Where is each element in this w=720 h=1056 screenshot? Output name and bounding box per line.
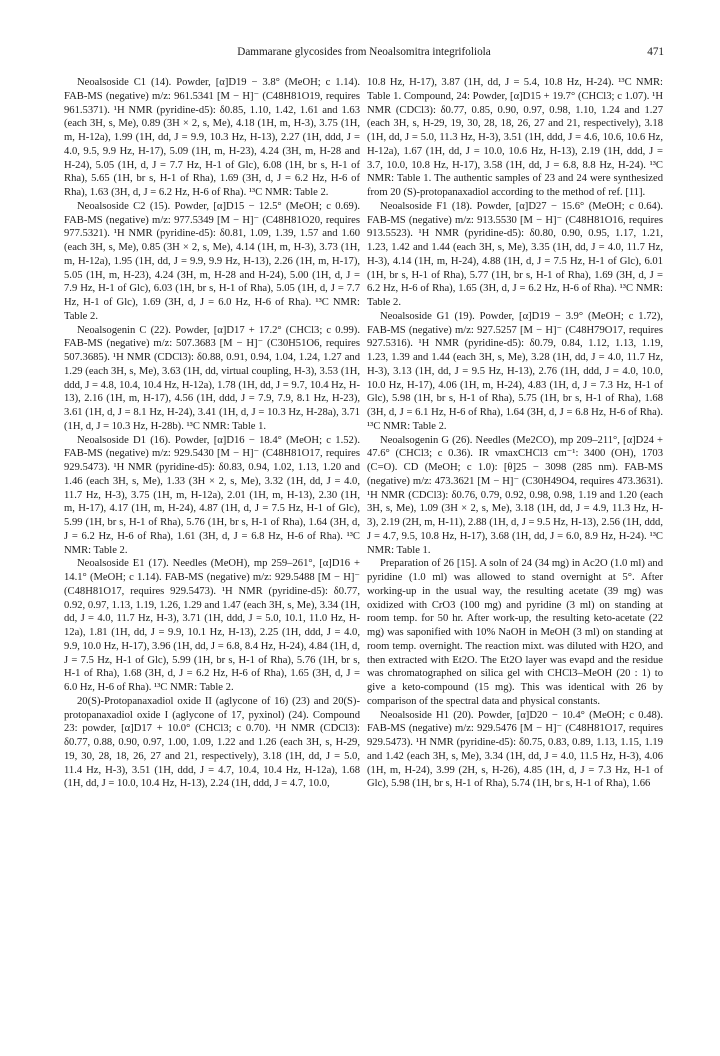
paragraph: Neoalsoside C1 (14). Powder, [α]D19 − 3.8° (MeOH; c 1.14). FAB-MS (negative) m/z: 961.5341 [M − H]⁻ (C48H81O19, requires 961.5371). ¹H NMR (pyridine-d5): δ0.85, 1.10, 1.42, 1.61 and 1.63 (each 3H, s, Me), 0.89 (3H × 2, s, Me), 4.18 (1H, m, H-3), 3.75 (1H, m, H-12a), 1.99 (1H, dd, J = 9.9, 10.3 Hz, H-13), 2.27 (1H, ddd, J = 4.0, 9.5, 9.9 Hz, H-17), 5.09 (1H, m, H-23), 4.24 (3H, m, H-28 and H-24), 5.05 (1H, d, J = 7.7 Hz, H-1 of Glc), 6.08 (1H, br s, H-1 of Rha), 5.65 (1H, br s, H-1 of Rha), 1.69 (3H, d, J = 6.2 Hz, H-6 of Rha), 1.63 (3H, d, J = 6.2 Hz, H-6 of Rha). ¹³C NMR: Table 2. [64,77,360,198]
paragraph: Neoalsoside D1 (16). Powder, [α]D16 − 18.4° (MeOH; c 1.52). FAB-MS (negative) m/z: 929.5430 [M − H]⁻ (C48H81O17, requires 929.5473). ¹H NMR (pyridine-d5): δ0.83, 0.94, 1.02, 1.13, 1.20 and 1.46 (each 3H, s, Me), 1.33 (3H × 2, s, Me), 3.32 (1H, dd, J = 4.0, 11.7 Hz, H-3), 3.75 (1H, m, H-12a), 2.01 (1H, m, H-13), 2.30 (1H, m, H-17), 4.17 (1H, m, H-24), 4.87 (1H, d, J = 7.5 Hz, H-1 of Glc), 5.99 (1H, br s, H-1 of Rha), 5.76 (1H, br s, H-1 of Rha), 1.64 (3H, d, J = 6.2 Hz, H-6 of Rha), 1.61 (3H, d, J = 6.8 Hz, H-6 of Rha). ¹³C NMR: Table 2. [64,434,360,556]
page-number: 471 [647,46,664,58]
paragraph: Neoalsoside E1 (17). Needles (MeOH), mp 259–261°, [α]D16 + 14.1° (MeOH; c 1.14). FAB-MS (negative) m/z: 929.5488 [M − H]⁻ (C48H81O17, requires 929.5473). ¹H NMR (pyridine-d5): δ0.77, 0.92, 0.97, 1.13, 1.19, 1.26, 1.29 and 1.47 (each 3H, s, Me), 3.34 (1H, dd, J = 4.0, 11.7 Hz, H-3), 3.71 (1H, ddd, J = 5.0, 10.1, 11.0 Hz, H-12a), 1.81 (1H, dd, J = 9.9, 10.1 Hz, H-13), 2.25 (1H, ddd, J = 4.0, 9.9, 10.0 Hz, H-17), 3.96 (1H, dd, J = 6.8, 8.4 Hz, H-24), 4.84 (1H, d, J = 7.5 Hz, H-1 of Glc), 5.99 (1H, br s, H-1 of Rha), 5.76 (1H, br s, H-1 of Rha), 1.68 (3H, d, J = 6.2 Hz, H-6 of Rha), 1.65 (3H, d, J = 6.0 Hz, H-6 of Rha). ¹³C NMR: Table 2. [64,558,360,693]
paragraph: Neoalsoside F1 (18). Powder, [α]D27 − 15.6° (MeOH; c 0.64). FAB-MS (negative) m/z: 913.5530 [M − H]⁻ (C48H81O16, requires 913.5523). ¹H NMR (pyridine-d5): δ0.80, 0.90, 0.95, 1.17, 1.21, 1.23, 1.42 and 1.44 (each 3H, s, Me), 3.35 (1H, dd, J = 4.0, 11.7 Hz, H-3), 4.14 (1H, m, H-24), 4.88 (1H, d, J = 7.5 Hz, H-1 of Glc), 6.01 (1H, br s, H-1 of Rha), 5.77 (1H, br s, H-1 of Rha), 1.69 (3H, d, J = 6.2 Hz, H-6 of Rha), 1.65 (3H, d, J = 6.2 Hz, H-6 of Rha). ¹³C NMR: Table 2. [367,200,663,308]
paragraph: Neoalsoside G1 (19). Powder, [α]D19 − 3.9° (MeOH; c 1.72), FAB-MS (negative) m/z: 927.5257 [M − H]⁻ (C48H79O17, requires 927.5316). ¹H NMR (pyridine-d5): δ0.79, 0.84, 1.12, 1.13, 1.19, 1.23, 1.39 and 1.44 (each 3H, s, Me), 3.28 (1H, dd, J = 4.0, 11.7 Hz, H-3), 3.13 (1H, dd, J = 9.5 Hz, H-13), 2.76 (1H, ddd, J = 4.0, 10.0, 10.0 Hz, H-17), 4.06 (1H, m, H-24), 4.83 (1H, d, J = 7.3 Hz, H-1 of Glc), 5.98 (1H, br s, H-1 of Rha), 5.75 (1H, br s, H-1 of Rha), 1.68 (3H, d, J = 6.1 Hz, H-6 of Rha), 1.64 (3H, d, J = 6.8 Hz, H-6 of Rha). ¹³C NMR: Table 2. [367,310,663,432]
paragraph: Neoalsoside C2 (15). Powder, [α]D15 − 12.5° (MeOH; c 0.69). FAB-MS (negative) m/z: 977.5349 [M − H]⁻ (C48H81O20, requires 977.5321). ¹H NMR (pyridine-d5): δ0.81, 1.09, 1.39, 1.57 and 1.60 (each 3H, s, Me), 0.85 (3H × 2, s, Me), 4.14 (1H, m, H-3), 3.73 (1H, m, H-12a), 1.95 (1H, dd, J = 9.9, 9.9 Hz, H-13), 2.26 (1H, m, H-17), 5.05 (1H, m, H-23), 4.24 (3H, m, H-28 and H-24), 5.00 (1H, d, J = 7.9 Hz, H-1 of Glc), 6.03 (1H, br s, H-1 of Rha), 5.05 (1H, d, J = 7.7 Hz, H-1 of Glc), 1.69 (3H, d, J = 6.0 Hz, H-6 of Rha). ¹³C NMR: Table 2. [64,200,360,322]
left-column [64,76,360,791]
paragraph: Neoalsoside H1 (20). Powder, [α]D20 − 10.4° (MeOH; c 0.48). FAB-MS (negative) m/z: 929.5476 [M − H]⁻ (C48H81O17, requires 929.5473). ¹H NMR (pyridine-d5): δ0.75, 0.83, 0.89, 1.13, 1.15, 1.19 and 1.42 (each 3H, s, Me), 3.34 (1H, dd, J = 4.0, 11.5 Hz, H-3), 4.06 (1H, m, H-24), 3.99 (2H, s, H-26), 4.85 (1H, d, J = 7.3 Hz, H-1 of Glc), 5.98 (1H, br s, H-1 of Rha), 5.74 (1H, br s, H-1 of Rha), 1.66 [367,709,663,790]
running-header [64,46,664,62]
running-title: Dammarane glycosides from Neoalsomitra integrifoliola [237,46,491,58]
paragraph: Preparation of 26 [15]. A soln of 24 (34 mg) in Ac2O (1.0 ml) and pyridine (1.0 ml) was allowed to stand overnight at 5°. After working-up in the usual way, the resulting acetate (39 mg) was oxidized with CrO3 (100 mg) and pyridine (3 ml) on standing at room temp. for 50 hr. After work-up, the resulting keto-acetate (22 mg) was saponified with 10% NaOH in MeOH (3 ml) on standing at room temp. overnight. The reaction mixt. was diluted with H2O, and then extracted with Et2O. The Et2O layer was evapd and the residue was chromatographed on silica gel with CHCl3–MeOH (20 : 1) to give a keto-compound (15 mg). This was identical with 26 by comparison of the spectral data and physical constants. [367,558,663,707]
paragraph-continued: 10.8 Hz, H-17), 3.87 (1H, dd, J = 5.4, 10.8 Hz, H-24). ¹³C NMR: Table 1. Compound, 24: Powder, [α]D15 + 19.7° (CHCl3; c 1.07). ¹H NMR (CDCl3): δ0.77, 0.85, 0.90, 0.97, 0.98, 1.10, 1.24 and 1.27 (each 3H, s, H-29, 19, 30, 28, 18, 26, 27 and 21, respectively), 3.18 (1H, dd, J = 5.0, 11.3 Hz, H-3), 3.51 (1H, ddd, J = 4.6, 10.6, 10.6 Hz, H-12a), 1.67 (1H, dd, J = 10.0, 10.6 Hz, H-13), 2.19 (1H, ddd, J = 3.7, 10.0, 10.8 Hz, H-17), 3.58 (1H, dd, J = 6.8, 8.8 Hz, H-24). ¹³C NMR: Table 1. The authentic samples of 23 and 24 were synthesized from 20 (S)-protopanaxadiol according to the method of ref. [11]. [367,77,663,198]
paragraph: Neoalsogenin G (26). Needles (Me2CO), mp 209–211°, [α]D24 + 47.6° (CHCl3; c 0.36). IR νmaxCHCl3 cm⁻¹: 3400 (OH), 1703 (C=O). CD (MeOH; c 1.0): [θ]25 − 3098 (285 nm). FAB-MS (negative) m/z: 473.3621 [M − H]⁻ (C30H49O4, requires 473.3631). ¹H NMR (CDCl3): δ0.76, 0.79, 0.92, 0.98, 0.98, 1.19 and 1.20 (each 3H, s, Me), 1.09 (3H × 2, s, Me), 3.18 (1H, dd, J = 4.9, 11.3 Hz, H-3), 2.19 (2H, m, H-11), 2.88 (1H, d, J = 9.5 Hz, H-13), 2.56 (1H, ddd, J = 4.7, 9.5, 10.8 Hz, H-17), 3.68 (1H, dd, J = 6.0, 8.9 Hz, H-24). ¹³C NMR: Table 1. [367,434,663,556]
paragraph: 20(S)-Protopanaxadiol oxide II (aglycone of 16) (23) and 20(S)-protopanaxadiol oxide I (aglycone of 17, pyxinol) (24). Compound 23: powder, [α]D17 + 10.0° (CHCl3; c 0.70). ¹H NMR (CDCl3): δ0.77, 0.88, 0.90, 0.97, 1.00, 1.09, 1.22 and 1.26 (each 3H, s, H-29, 19, 30, 28, 18, 26, 27 and 21, respectively), 3.18 (1H, dd, J = 5.0, 11.4 Hz, H-3), 3.51 (1H, ddd, J = 4.7, 10.4, 10.4 Hz, H-12a), 1.68 (1H, dd, J = 10.0, 10.4 Hz, H-13), 2.24 (1H, ddd, J = 4.7, 10.0, [64,695,360,790]
right-column [367,76,663,791]
paragraph: Neoalsogenin C (22). Powder, [α]D17 + 17.2° (CHCl3; c 0.99). FAB-MS (negative) m/z: 507.3683 [M − H]⁻ (C30H51O6, requires 507.3685). ¹H NMR (CDCl3): δ0.88, 0.91, 0.94, 1.04, 1.24, 1.27 and 1.29 (each 3H, s, Me), 3.63 (1H, dd, virtual coupling, H-3), 3.53 (1H, ddd, J = 4.8, 10.4, 10.4 Hz, H-12a), 1.78 (1H, dd, J = 9.7, 10.4 Hz, H-13), 2.16 (1H, m, H-17), 4.56 (1H, ddd, J = 7.9, 7.9, 8.1 Hz, H-23), 3.61 (1H, d, J = 8.1 Hz, H-24), 3.41 (1H, d, J = 10.3 Hz, H-28a), 3.71 (1H, d, J = 10.3 Hz, H-28b). ¹³C NMR: Table 1. [64,324,360,432]
